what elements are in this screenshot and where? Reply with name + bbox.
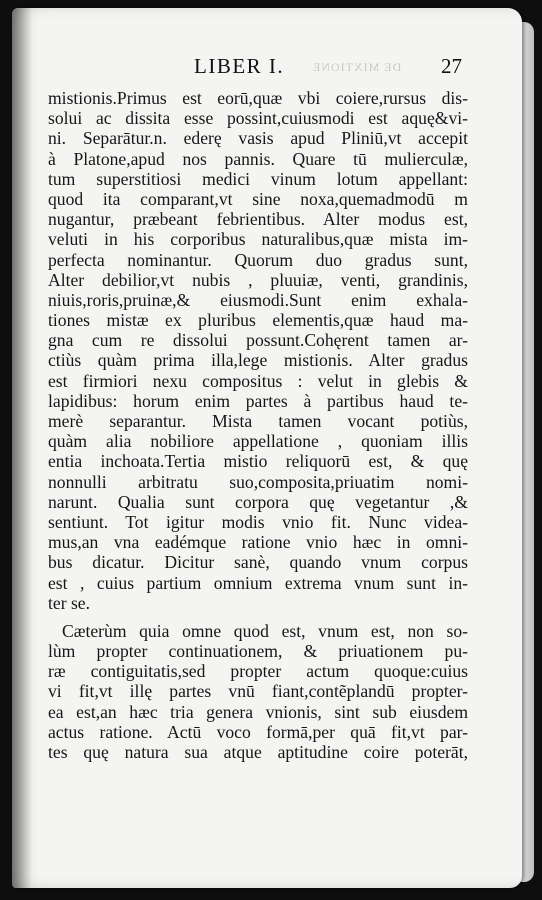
bleed-through-text: DE MIXTIONE xyxy=(312,60,402,74)
text-line: nonnulli arbitratu suo,composita,priuatim nomi- xyxy=(48,471,468,492)
running-head-title: LIBER I. xyxy=(194,54,285,78)
text-line: lapidibus: horum enim partes à partibus haud te- xyxy=(48,390,468,411)
text-line: merè separantur. Mista tamen vocant potiùs, xyxy=(48,411,468,431)
text-line: mus,an vna eadémque ratione vnio hæc in omni- xyxy=(48,532,468,553)
text-line: ter se. xyxy=(48,592,91,613)
binding-gutter xyxy=(12,8,32,888)
text-line: ræ contiguitatis,sed propter actum quoque:cuius xyxy=(48,661,468,682)
text-line: bus dicatur. Dicitur sanè, quando vnum corpus xyxy=(48,552,468,573)
text-line: quod ita comparant,vt sine noxa,quemadmodū m xyxy=(48,188,468,209)
paragraph xyxy=(48,621,468,762)
text-line: Cæterùm quia omne quod est, vnum est, non so- xyxy=(62,620,468,641)
text-line: est firmiori nexu compositus : velut in glebis & xyxy=(48,370,468,391)
text-line: narunt. Qualia sunt corpora quę vegetantur ,& xyxy=(48,491,468,512)
paragraph-gap xyxy=(48,613,468,621)
text-line: vi fit,vt illę partes vnū fiant,contẽplandū propter- xyxy=(48,681,468,702)
text-line: sentiunt. Tot igitur modis vnio fit. Nunc videa- xyxy=(48,511,468,532)
page-number: 27 xyxy=(441,54,462,78)
book-page xyxy=(12,8,522,888)
text-line: quàm alia nobiliore appellatione , quoniam illis xyxy=(48,431,468,452)
text-line: ctiùs quàm prima illa,lege mistionis. Alter gradus xyxy=(48,350,468,371)
text-line: mistionis.Primus est eorū,quæ vbi coiere,rursus dis- xyxy=(48,88,468,108)
text-line: ea est,an hæc tria genera vnionis, sint sub eiusdem xyxy=(48,701,468,722)
text-line: tum superstitiosi medici vinum lotum appellant: xyxy=(48,168,468,189)
text-line: tiones mistæ ex pluribus elementis,quæ haud ma- xyxy=(48,310,468,331)
text-line: niuis,roris,pruinæ,& eiusmodi.Sunt enim exhala- xyxy=(48,289,468,310)
text-line: actus ratione. Actū voco formā,per quā fit,vt par- xyxy=(48,721,468,742)
text-line: nugantur, præbeant febrientibus. Alter modus est, xyxy=(48,209,468,230)
paragraph xyxy=(48,88,468,613)
text-line: Alter debilior,vt nubis , pluuiæ, venti, grandinis, xyxy=(48,269,468,290)
running-head xyxy=(42,54,462,78)
text-line: solui ac dissita esse possint,cuiusmodi est aquę&vi- xyxy=(48,108,468,129)
body-text xyxy=(48,88,468,762)
text-line: ni. Separātur.n. ederę vasis apud Pliniū,vt accepit xyxy=(48,128,468,149)
text-line: est , cuius partium omnium extrema vnum sunt in- xyxy=(48,572,468,593)
text-line: gna cum re dissolui possunt.Cohęrent tamen ar- xyxy=(48,330,468,351)
text-line: entia inchoata.Tertia mistio reliquorū est, & quę xyxy=(48,451,468,472)
text-line: à Platone,apud nos pannis. Quare tū mulierculæ, xyxy=(48,148,468,169)
text-line: veluti in his corporibus naturalibus,quæ mista im- xyxy=(48,229,468,250)
text-line: perfecta nominantur. Quorum duo gradus sunt, xyxy=(48,249,468,270)
text-line: lùm propter continuationem, & priuationem pu- xyxy=(48,641,468,662)
text-line: tes quę natura sua atque aptitudine coire poterāt, xyxy=(48,742,468,762)
